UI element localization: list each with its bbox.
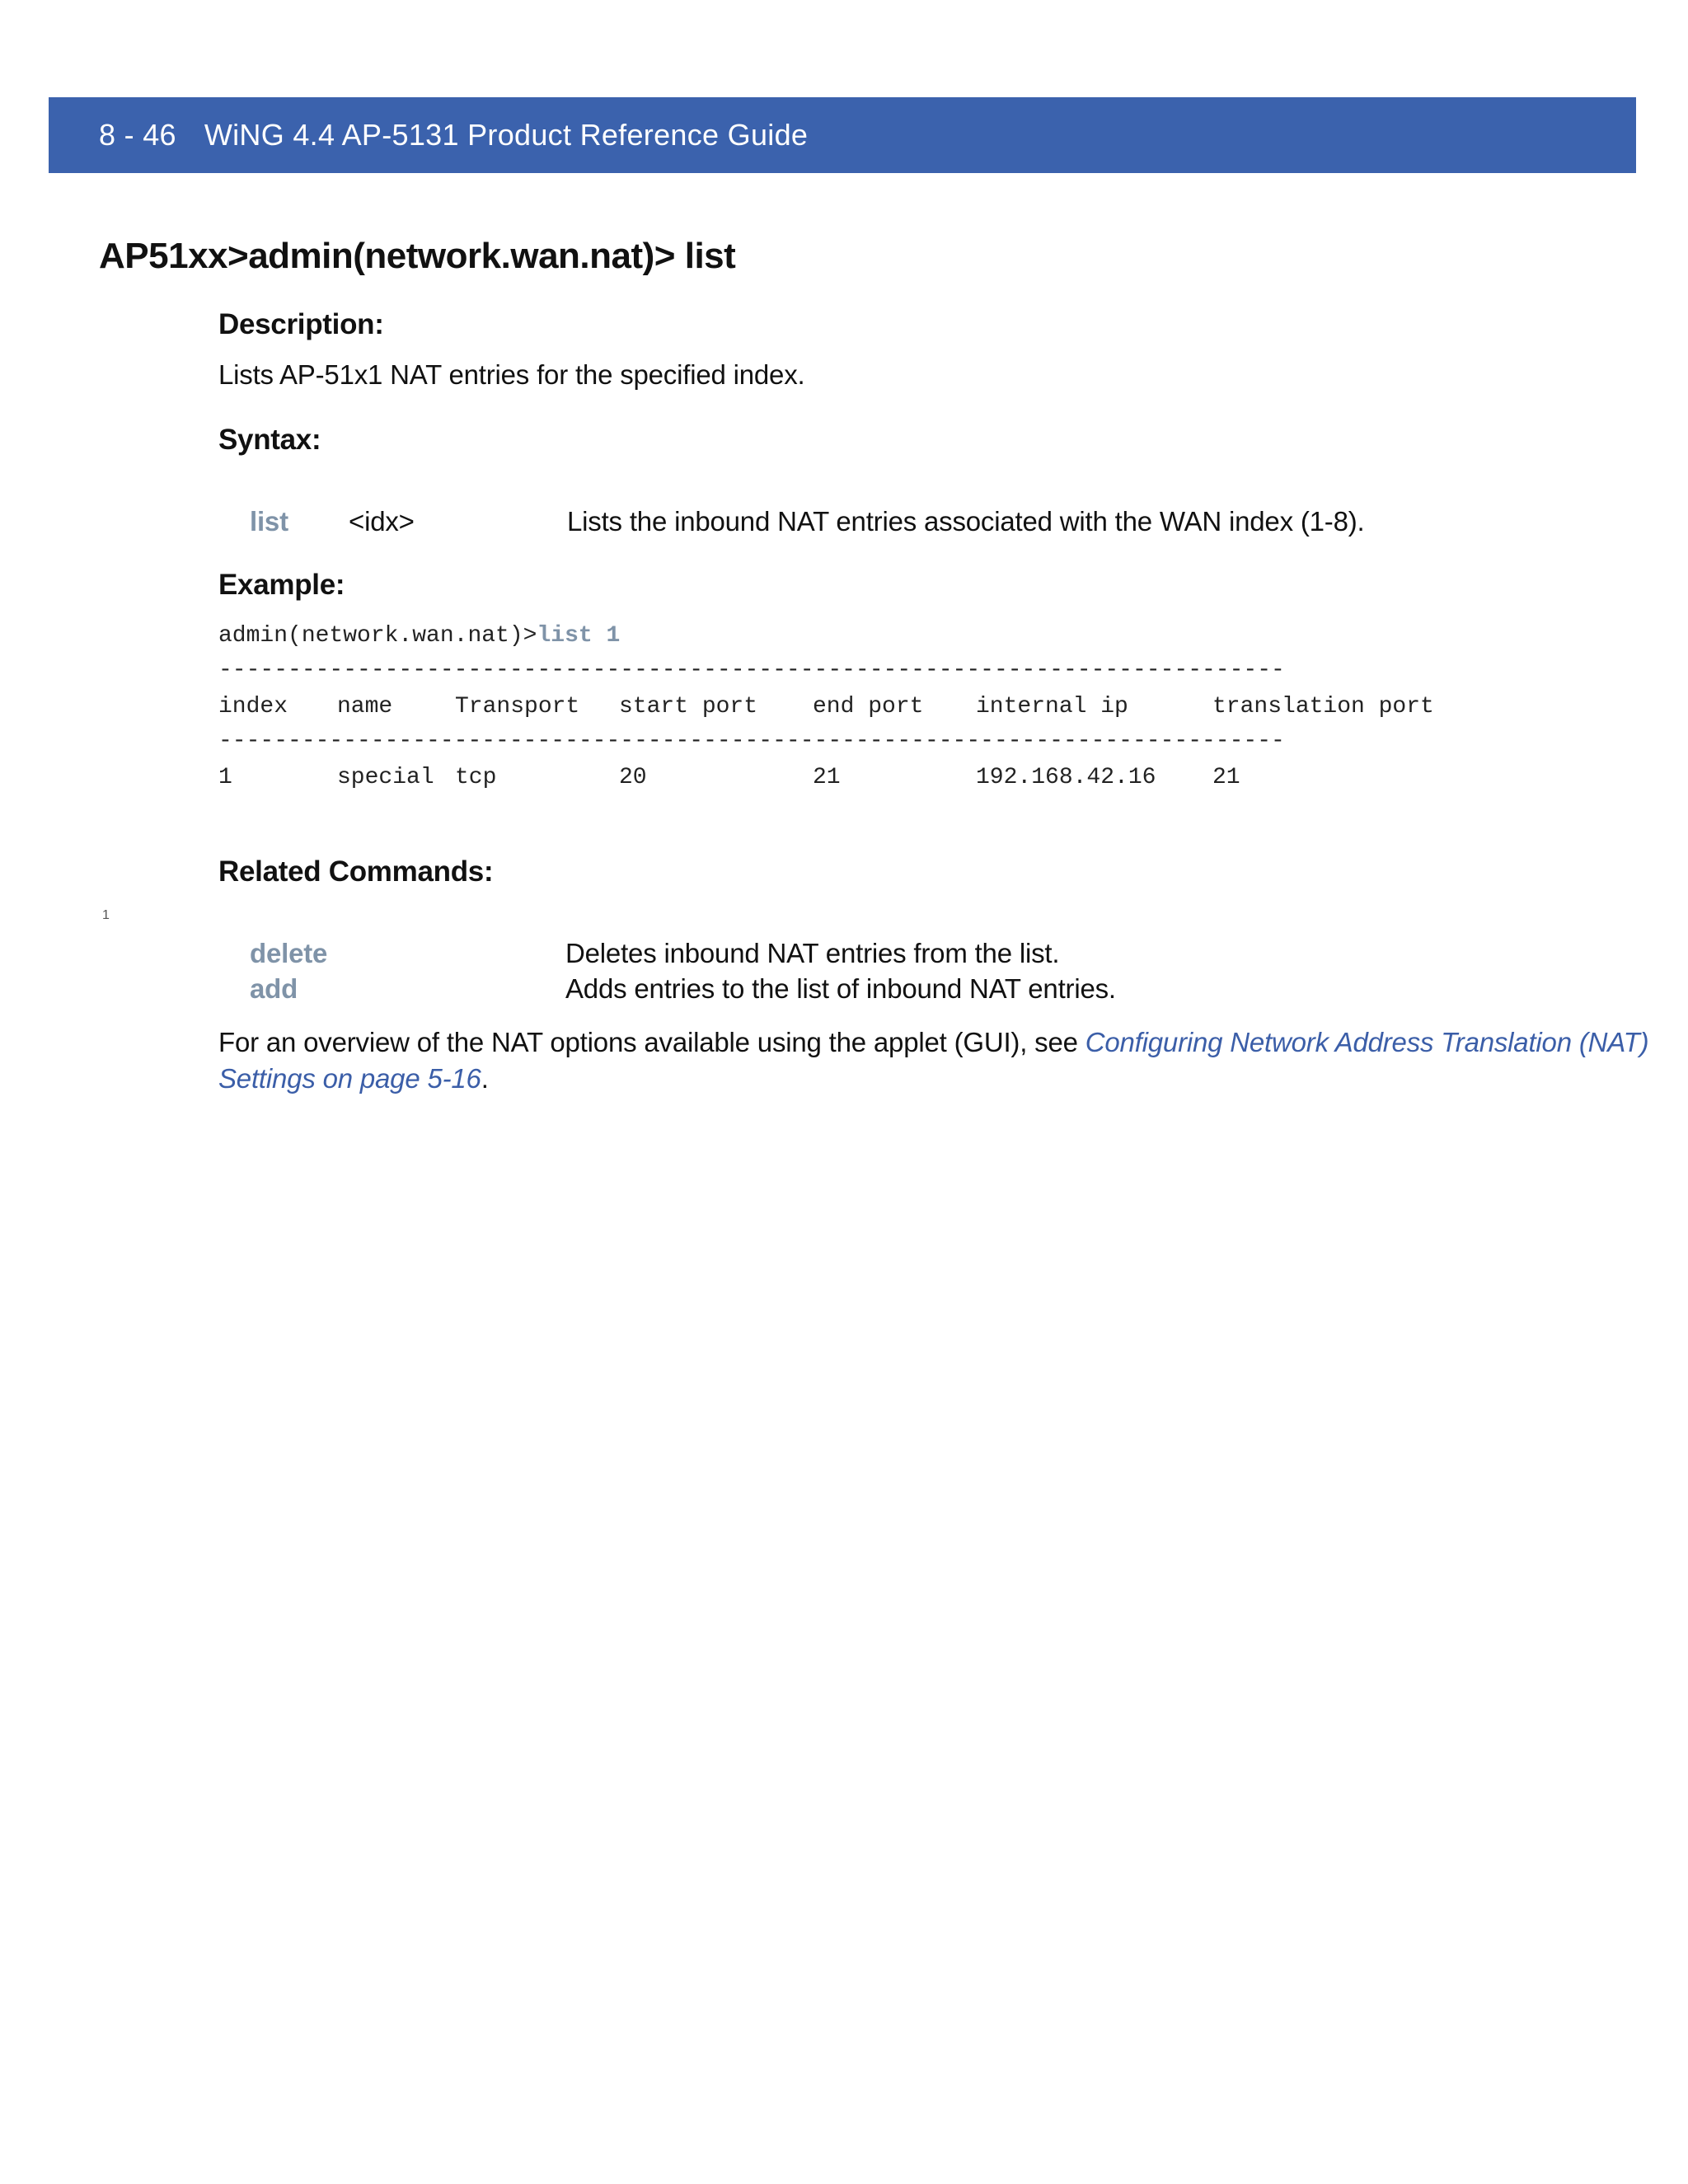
overview-period: . xyxy=(481,1063,489,1094)
column-header: Transport xyxy=(455,694,580,719)
syntax-command xyxy=(250,506,288,537)
example-heading: Example: xyxy=(218,569,345,601)
syntax-argument: <idx> xyxy=(349,506,415,537)
example-prompt: admin(network.wan.nat)> xyxy=(218,623,537,649)
overview-text: For an overview of the NAT options available using the applet (GUI), see xyxy=(218,1027,1085,1057)
example-separator-top: ----------------------------------------------------------------------------- xyxy=(218,658,1285,683)
overview-paragraph-line2 xyxy=(218,1063,489,1094)
related-command-description: Adds entries to the list of inbound NAT entries. xyxy=(565,973,1116,1004)
table-cell: 21 xyxy=(1212,765,1240,790)
page-number: 8 - 46 xyxy=(99,118,176,152)
table-cell: 1 xyxy=(218,765,232,790)
example-command: list 1 xyxy=(537,623,621,649)
table-cell: 20 xyxy=(619,765,647,790)
guide-title: WiNG 4.4 AP-5131 Product Reference Guide xyxy=(204,118,809,152)
syntax-heading: Syntax: xyxy=(218,424,321,456)
related-commands-heading: Related Commands: xyxy=(218,855,494,888)
table-cell: tcp xyxy=(455,765,497,790)
column-header: name xyxy=(337,694,393,719)
related-command-description: Deletes inbound NAT entries from the list. xyxy=(565,938,1060,968)
page-header xyxy=(49,97,1636,173)
table-cell: 192.168.42.16 xyxy=(976,765,1156,790)
description-heading: Description: xyxy=(218,308,384,340)
example-prompt-line xyxy=(218,623,620,649)
table-cell: 21 xyxy=(813,765,841,790)
overview-link-continued[interactable]: Settings on page 5-16 xyxy=(218,1063,481,1094)
column-header: index xyxy=(218,694,288,719)
syntax-explanation: Lists the inbound NAT entries associated with the WAN index (1-8). xyxy=(567,506,1365,537)
syntax-keyword: list xyxy=(250,506,288,537)
column-header: start port xyxy=(619,694,758,719)
overview-paragraph xyxy=(218,1027,1648,1058)
footnote-marker: 1 xyxy=(102,908,110,922)
related-command-name: add xyxy=(250,973,298,1004)
description-text: Lists AP-51x1 NAT entries for the specified index. xyxy=(218,359,805,390)
table-cell: special xyxy=(337,765,434,790)
column-header: end port xyxy=(813,694,924,719)
column-header: translation port xyxy=(1212,694,1434,719)
column-header: internal ip xyxy=(976,694,1128,719)
example-separator-bottom: ----------------------------------------------------------------------------- xyxy=(218,729,1285,754)
related-command-name: delete xyxy=(250,938,328,968)
section-title: AP51xx>admin(network.wan.nat)> list xyxy=(99,236,736,276)
overview-link[interactable]: Configuring Network Address Translation (NAT) xyxy=(1085,1027,1649,1057)
